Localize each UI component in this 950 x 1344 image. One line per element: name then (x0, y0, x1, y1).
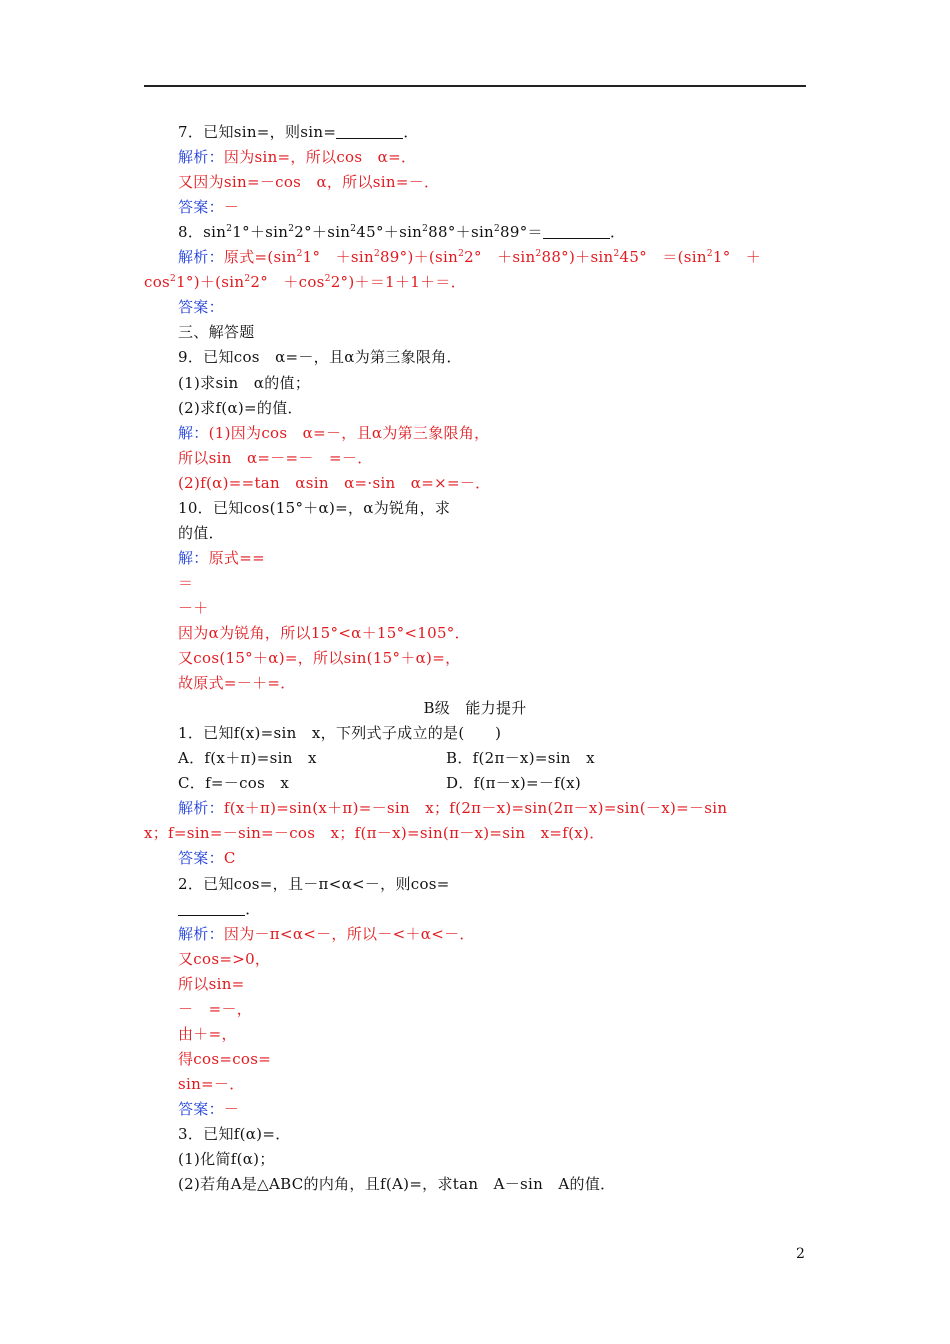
solution-line (144, 922, 806, 947)
solution-label: 解析： (178, 925, 224, 943)
text-line (144, 521, 806, 546)
text-line (144, 320, 806, 345)
line-text: 所以sin α=－=－ =－． (178, 449, 373, 467)
answer-blank (178, 901, 245, 916)
line-text: 三、解答题 (178, 323, 255, 341)
line-text: 2．已知cos=，且－π<α<－，则cos= (178, 875, 450, 893)
line-text: ＝ (178, 574, 194, 592)
solution-label: 解： (178, 424, 209, 442)
text-line (144, 270, 806, 295)
solution-line (144, 145, 806, 170)
answer-blank (543, 224, 610, 239)
line-text: (2)求f(α)=的值． (178, 399, 303, 417)
solution-line (144, 245, 806, 270)
text-line (144, 1047, 806, 1072)
solution-line (144, 1097, 806, 1122)
text-line (144, 947, 806, 972)
text-line (144, 897, 806, 922)
line-text: 得cos=cos= (178, 1050, 272, 1068)
solution-label: 解： (178, 549, 209, 567)
line-text: 原式== (208, 549, 265, 567)
text-line (144, 471, 806, 496)
line-text: (2)f(α)==tan αsin α=·sin α=×=－． (178, 474, 491, 492)
text-line (144, 972, 806, 997)
line-text: 又cos(15°＋α)=，所以sin(15°＋α)=， (178, 649, 461, 667)
line-text: $\cos^21^\circ)+(\sin^22^\circ$ $+\cos^22^\circ)+=1+1+=$． (144, 273, 467, 291)
line-text: － (223, 198, 240, 216)
text-line (144, 345, 806, 370)
line-text: 1．已知f(x)=sin x，下列式子成立的是( ) (178, 724, 502, 742)
text-line (144, 571, 806, 596)
solution-label: 答案： (178, 298, 224, 316)
header-rule (144, 85, 806, 87)
line-text: 原式$=(\sin^21^\circ$ $+\sin^289^\circ)+(\sin^22^\circ$ $+\sin^288^\circ)+\sin^245^\circ$ $=(\sin^21^\circ$ ＋ (223, 248, 762, 266)
text-line (144, 1022, 806, 1047)
line-text: (1)化简f(α)； (178, 1150, 275, 1168)
text-line (144, 371, 806, 396)
text-line (144, 170, 806, 195)
text-line (144, 621, 806, 646)
text-line (144, 671, 806, 696)
solution-label: 解析： (178, 248, 224, 266)
line-text: ． (178, 900, 261, 918)
line-text: 由＋=， (178, 1025, 237, 1043)
section-heading (144, 696, 806, 721)
solution-line (144, 295, 806, 320)
text-line (144, 496, 806, 521)
solution-line (144, 195, 806, 220)
line-text: (2)若角A是△ABC的内角，且f(A)=，求tan A－sin A的值． (178, 1175, 616, 1193)
text-line (144, 1172, 806, 1197)
text-line (144, 821, 806, 846)
choice-option: A．f(x＋π)=sin x (178, 749, 317, 767)
line-text: x；f=sin=－sin=－cos x；f(π－x)=sin(π－x)=sin x=f(x)． (144, 824, 605, 842)
line-text: 因为－π<α<－，所以－<＋α<－． (223, 925, 475, 943)
solution-label: 答案： (178, 849, 224, 867)
text-line (144, 120, 806, 145)
text-line (144, 746, 806, 771)
choice-option: B．f(2π－x)=sin x (446, 749, 595, 767)
text-line (144, 1072, 806, 1097)
text-line (144, 396, 806, 421)
line-text: 8．$\sin^21^\circ+\sin^22^\circ+\sin^245^\circ+\sin^288^\circ+\sin^289^\circ=$ ． (178, 223, 626, 241)
text-line (144, 721, 806, 746)
choice-option: D．f(π－x)=－f(x) (446, 774, 582, 792)
line-text: 3．已知f(α)=． (178, 1125, 291, 1143)
line-text: 因为α为锐角，所以15°<α＋15°<105°． (178, 624, 470, 642)
line-text: 所以sin= (178, 975, 245, 993)
text-line (144, 872, 806, 897)
text-line (144, 220, 806, 245)
line-text: － (223, 1100, 240, 1118)
line-text: sin=－． (178, 1075, 245, 1093)
line-text: 因为sin=，所以cos α=． (223, 148, 417, 166)
solution-label: 解析： (178, 148, 224, 166)
page-number: 2 (796, 1246, 805, 1262)
solution-line (144, 421, 806, 446)
line-text: 的值． (178, 524, 224, 542)
choice-option: C．f=－cos x (178, 774, 290, 792)
solution-line (144, 796, 806, 821)
solution-label: 答案： (178, 198, 224, 216)
line-text: 故原式=－＋=． (178, 674, 296, 692)
line-text: f(x＋π)=sin(x＋π)=－sin x；f(2π－x)=sin(2π－x)=sin(－x)=－sin (223, 799, 728, 817)
solution-line (144, 846, 806, 871)
line-text: C (223, 849, 236, 867)
text-line (144, 1122, 806, 1147)
solution-label: 解析： (178, 799, 224, 817)
text-line (144, 771, 806, 796)
line-text: 9．已知cos α=－，且α为第三象限角． (178, 348, 462, 366)
text-line (144, 997, 806, 1022)
line-text: 10．已知cos(15°＋α)=，α为锐角，求 (178, 499, 451, 517)
line-text: 又因为sin=－cos α，所以sin=－． (178, 173, 440, 191)
line-text: (1)求sin α的值； (178, 374, 311, 392)
line-text: 7．已知sin=，则sin= ． (178, 123, 419, 141)
line-text: － =－， (178, 1000, 253, 1018)
text-line (144, 446, 806, 471)
text-line (144, 596, 806, 621)
line-text: B级 能力提升 (423, 699, 527, 717)
line-text: (1)因为cos α=－，且α为第三象限角， (208, 424, 490, 442)
answer-blank (336, 124, 403, 139)
solution-label: 答案： (178, 1100, 224, 1118)
line-text: 又cos=>0， (178, 950, 271, 968)
solution-line (144, 546, 806, 571)
text-line (144, 646, 806, 671)
text-line (144, 1147, 806, 1172)
line-text: －＋ (178, 599, 209, 617)
